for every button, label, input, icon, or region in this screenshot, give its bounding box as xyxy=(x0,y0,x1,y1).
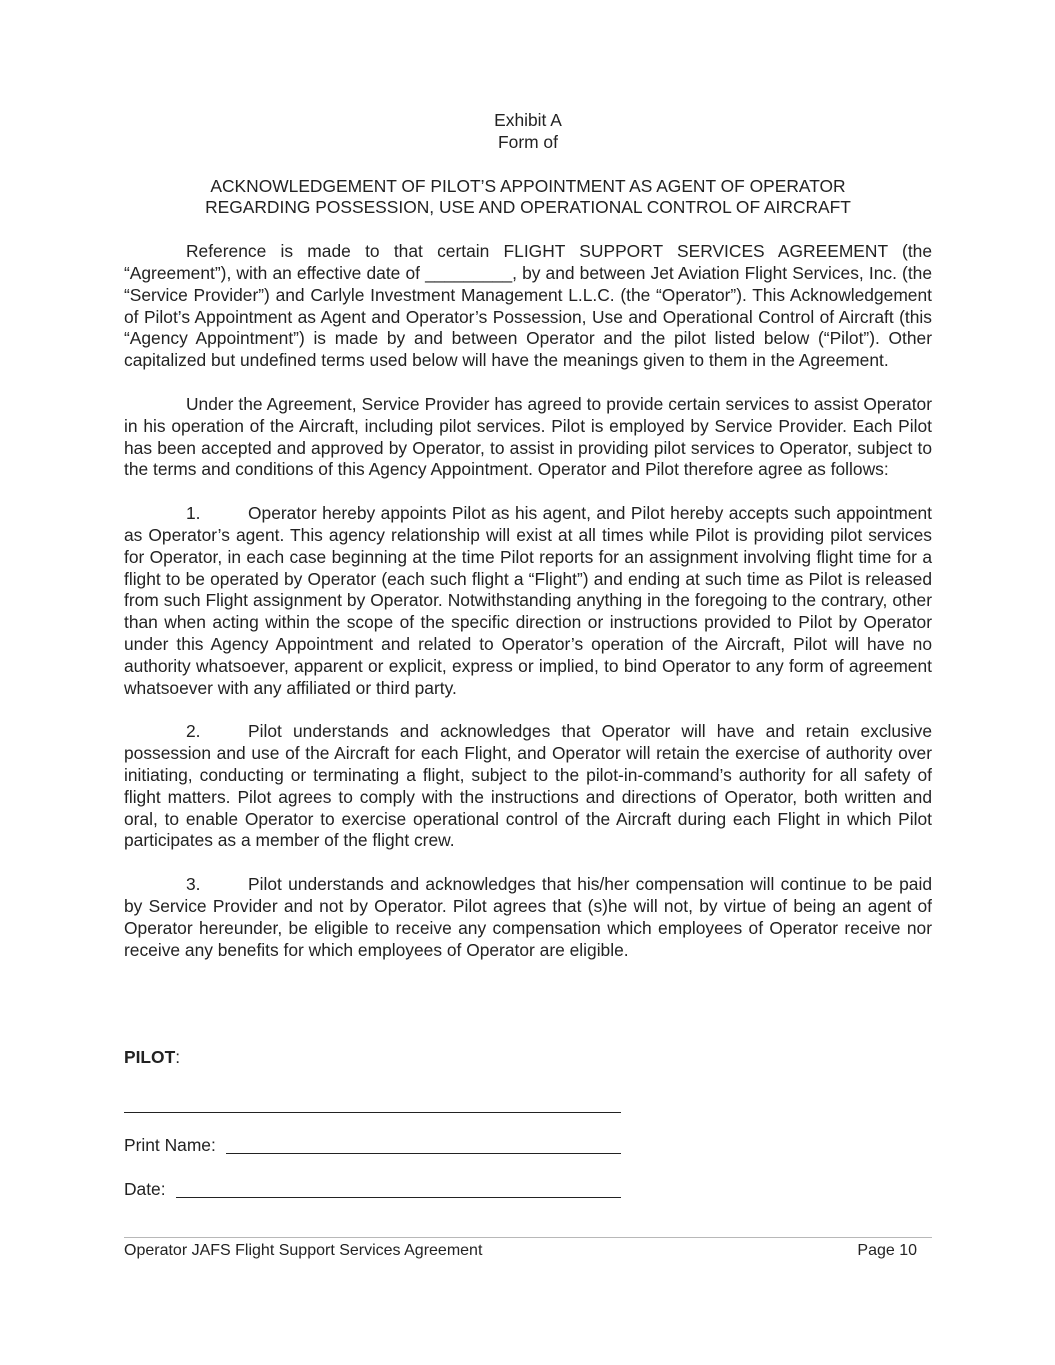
title-line-2: REGARDING POSSESSION, USE AND OPERATIONAL CONTROL OF AIRCRAFT xyxy=(205,197,851,218)
document-body xyxy=(124,110,932,983)
item-text-3: Pilot understands and acknowledges that his/her compensation will continue to be paid by Service Provider and not by Operator. Pilot agrees that (s)he will not, by virtue of being an agent of Operator hereunder, be eligible to receive any compensation which employees of Operator receive nor receive any benefits for which employees of Operator are eligible. xyxy=(124,874,932,960)
numbered-paragraph-1 xyxy=(124,503,932,699)
pilot-heading xyxy=(124,1046,624,1068)
numbered-paragraph-2 xyxy=(124,721,932,852)
exhibit-heading xyxy=(124,110,932,154)
signature-block xyxy=(124,1046,624,1199)
print-name-field[interactable] xyxy=(124,1134,621,1156)
numbered-paragraph-3 xyxy=(124,874,932,961)
date-line[interactable] xyxy=(176,1197,621,1198)
intro-paragraph: Reference is made to that certain FLIGHT SUPPORT SERVICES AGREEMENT (the “Agreement”), with an effective date of _________, by and between Jet Aviation Flight Services, Inc. (the “Service Provider”) and Carlyle Investment Management L.L.C. (the “Operator”). This Acknowledgement of Pilot’s Appointment as Agent and Operator’s Possession, Use and Operational Control of Aircraft (this “Agency Appointment”) is made by and between Operator and the pilot listed below (“Pilot”). Other capitalized but undefined terms used below will have the meanings given to them in the Agreement. xyxy=(124,241,932,371)
pilot-label: PILOT xyxy=(124,1047,176,1067)
item-number-2: 2. xyxy=(186,721,201,742)
footer-document-name: Operator JAFS Flight Support Services Agreement xyxy=(124,1242,483,1259)
item-text-1: Operator hereby appoints Pilot as his agent, and Pilot hereby accepts such appointment as Operator’s agent. This agency relationship will exist at all times while Pilot is providing pilot services for Operator, in each case beginning at the time Pilot reports for an assignment involving flight time for a flight to be operated by Operator (each such flight a “Flight”) and ending at such time as Pilot is released from such Flight assignment by Operator. Notwithstanding anything in the foregoing to the contrary, other than when acting within the scope of the specific direction or instructions provided to Pilot by Operator under this Agency Appointment and related to Operator’s operation of the Aircraft, Pilot will have no authority whatsoever, apparent or explicit, express or implied, to bind Operator to any form of agreement whatsoever with any affiliated or third party. xyxy=(124,503,932,698)
item-number-1: 1. xyxy=(186,503,201,524)
footer-page-number: Page 10 xyxy=(857,1242,917,1259)
item-number-3: 3. xyxy=(186,874,201,895)
page-footer xyxy=(124,1237,932,1259)
pilot-colon: : xyxy=(175,1047,181,1067)
document-title xyxy=(124,176,932,220)
date-field[interactable] xyxy=(124,1178,621,1200)
print-name-line[interactable] xyxy=(226,1153,621,1154)
exhibit-label: Exhibit A xyxy=(494,110,562,130)
date-label: Date: xyxy=(124,1179,166,1199)
print-name-label: Print Name: xyxy=(124,1135,216,1155)
item-text-2: Pilot understands and acknowledges that Operator will have and retain exclusive possession and use of the Aircraft for each Flight, and Operator will retain the exercise of authority over initiating, conducting or terminating a flight, subject to the pilot-in-command’s authority for all safety of flight matters. Pilot agrees to comply with the instructions and directions of Operator, both written and oral, to enable Operator to exercise operational control of the Aircraft during each Flight in which Pilot participates as a member of the flight crew. xyxy=(124,721,932,851)
title-line-1: ACKNOWLEDGEMENT OF PILOT’S APPOINTMENT AS AGENT OF OPERATOR xyxy=(210,175,846,196)
form-of-label: Form of xyxy=(498,131,558,152)
agreement-paragraph: Under the Agreement, Service Provider has agreed to provide certain services to assist Operator in his operation of the Aircraft, including pilot services. Pilot is employed by Service Provider. Each Pilot has been accepted and approved by Operator, to assist in providing pilot services to Operator, subject to the terms and conditions of this Agency Appointment. Operator and Pilot therefore agree as follows: xyxy=(124,393,932,480)
signature-line[interactable] xyxy=(124,1112,621,1113)
